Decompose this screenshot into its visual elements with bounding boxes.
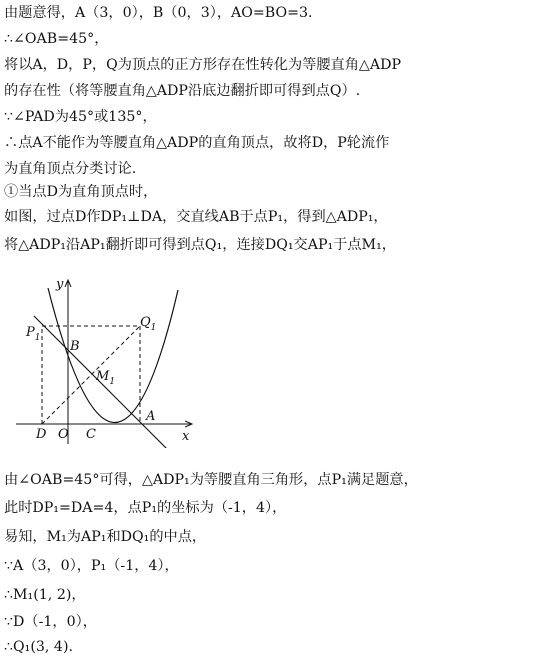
label-b: B [70,339,80,354]
text-line-15: ∴M₁(1, 2)， [4,587,86,603]
text-line-13: 易知，M₁为AP₁和DQ₁的中点， [4,529,207,545]
label-d: D [36,427,47,442]
text-line-9: 如图，过点D作DP₁⊥DA，交直线AB于点P₁，得到△ADP₁， [4,209,388,225]
text-line-12: 此时DP₁=DA=4，点P₁的坐标为（-1，4）， [4,500,287,516]
dashed-square [42,326,140,424]
label-x: x [182,429,190,444]
label-y: y [56,277,64,292]
diagonal-d-q1 [42,326,140,424]
text-line-6: ∴点A不能作为等腰直角△ADP的直角顶点，故将D，P轮流作 [4,135,390,151]
label-p1: $P_1$ [26,325,41,343]
label-c: C [86,427,96,442]
coordinate-figure [10,276,200,448]
text-line-10: 将△ADP₁沿AP₁翻折即可得到点Q₁，连接DQ₁交AP₁于点M₁， [4,237,396,253]
text-line-14: ∵A（3，0），P₁（-1，4）， [4,558,179,574]
label-q1: $Q_1$ [140,315,157,333]
text-line-3: 将以A，D，P，Q为顶点的正方形存在性转化为等腰直角△ADP [4,57,402,73]
text-line-8: ①当点D为直角顶点时， [4,184,158,200]
text-line-16: ∵D（-1，0）， [4,614,97,630]
text-line-11: 由∠OAB=45°可得，△ADP₁为等腰直角三角形，点P₁满足题意， [4,472,418,488]
label-a: A [146,409,156,424]
label-o: O [58,427,69,442]
text-line-2: ∴∠OAB=45°， [4,31,109,47]
text-line-1: 由题意得，A（3，0），B（0，3），AO=BO=3. [4,5,313,21]
text-line-7: 为直角顶点分类讨论. [4,161,137,177]
text-line-4: 的存在性（将等腰直角△ADP沿底边翻折即可得到点Q）. [4,83,361,99]
figure-svg [10,276,200,448]
label-m1: $M_1$ [96,369,116,387]
text-line-5: ∵∠PAD为45°或135°， [4,109,157,125]
text-line-17: ∴Q₁(3, 4). [4,639,73,655]
